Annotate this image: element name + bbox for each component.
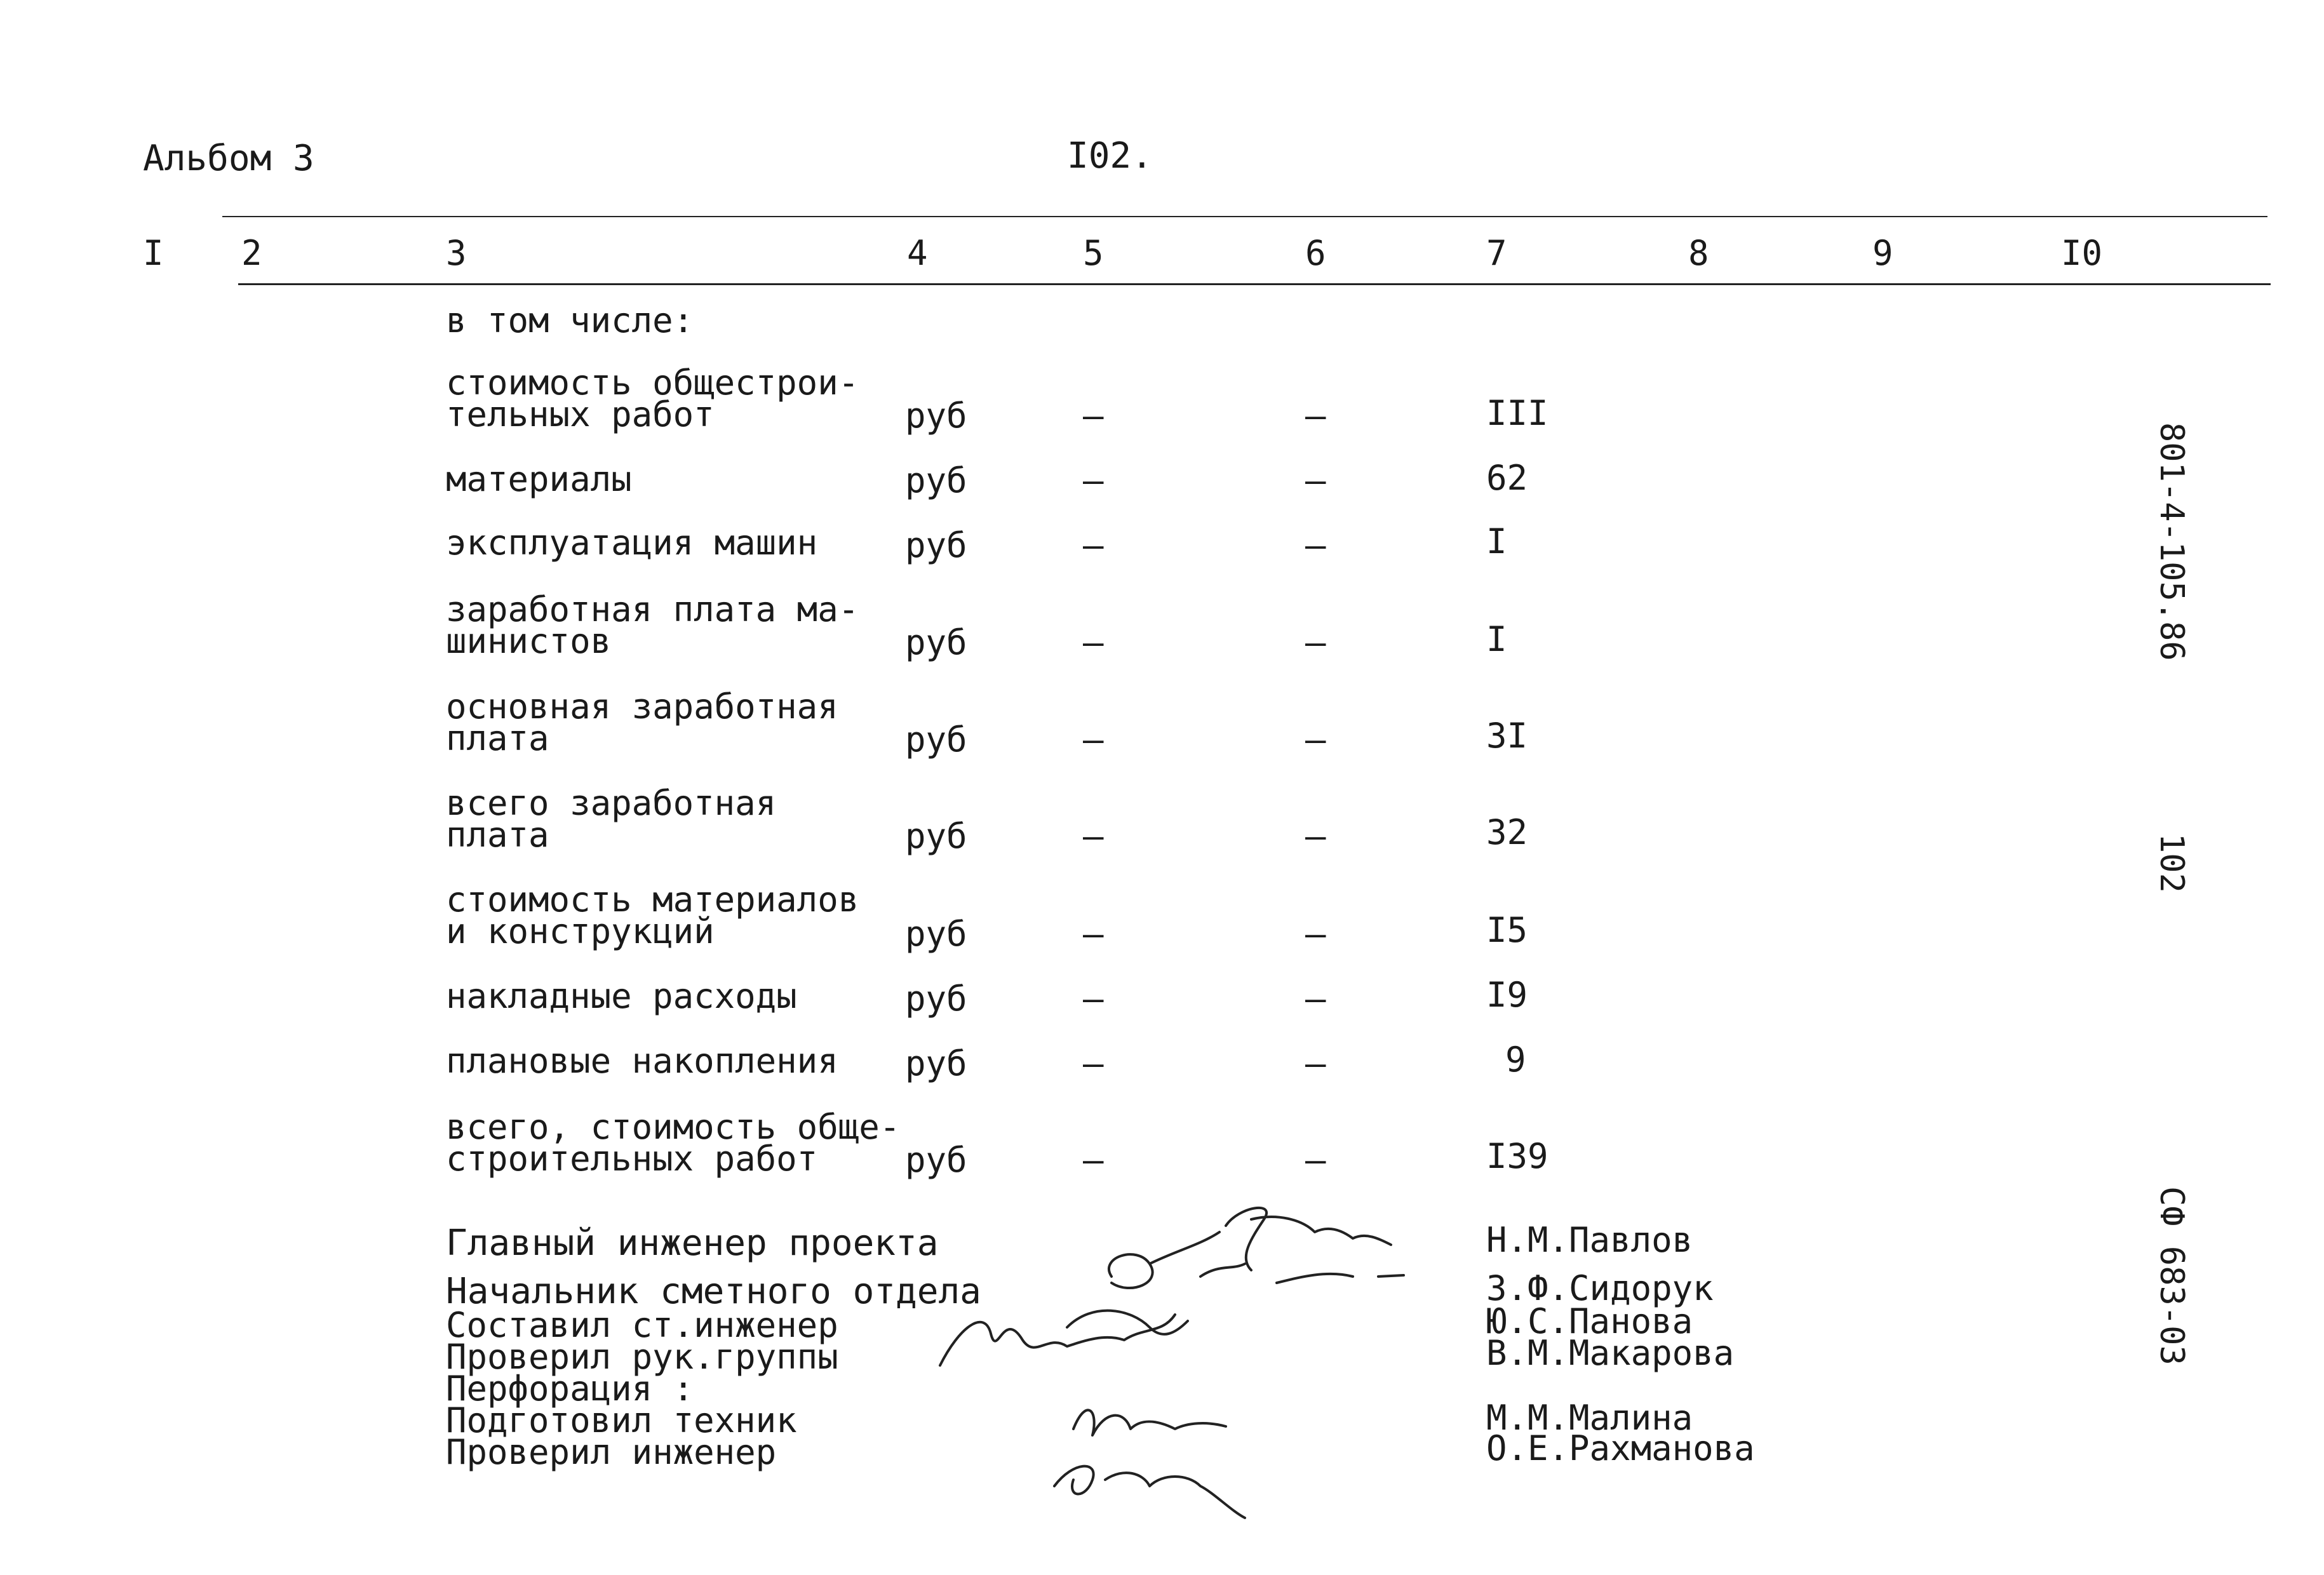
row-col6: – [1305, 816, 1326, 856]
row-col5: – [1083, 914, 1104, 954]
column-header-3: 3 [446, 233, 467, 273]
row-description: материалы [446, 459, 632, 499]
signature-role: Составил ст.инженер [446, 1305, 838, 1345]
album-label: Альбом 3 [143, 138, 314, 179]
page-number: I02. [1067, 135, 1153, 177]
row-col6: – [1305, 720, 1326, 760]
row-value: I5 [1486, 910, 1528, 950]
signature-name: З.Ф.Сидорук [1486, 1268, 1714, 1308]
row-value: I [1486, 521, 1507, 561]
row-unit: руб [905, 914, 967, 954]
signature-name: О.Е.Рахманова [1486, 1428, 1755, 1468]
row-description: основная заработная плата [446, 687, 838, 758]
header-rule-bottom [238, 283, 2271, 285]
signature-pavlov [1226, 1208, 1391, 1270]
signature-role: Проверил рук.группы [446, 1337, 838, 1377]
row-unit: руб [905, 1043, 967, 1083]
row-unit: руб [905, 1140, 967, 1180]
row-col5: – [1083, 622, 1104, 662]
row-unit: руб [905, 622, 967, 662]
signature-sidoruk [1109, 1232, 1404, 1288]
row-description: стоимость общестрои- тельных работ [446, 363, 859, 434]
row-value: 9 [1505, 1040, 1526, 1080]
signature-role: Главный инженер проекта [446, 1223, 939, 1264]
row-col5: – [1083, 1043, 1104, 1083]
row-description: накладные расходы [446, 976, 797, 1016]
row-value: I9 [1486, 975, 1528, 1015]
row-col6: – [1305, 1140, 1326, 1180]
column-header-2: 2 [241, 233, 262, 273]
row-col6: – [1305, 979, 1326, 1019]
section-label: в том числе: [446, 300, 694, 340]
row-unit: руб [905, 720, 967, 760]
column-header-1: I [143, 233, 164, 273]
row-value: III [1486, 393, 1548, 433]
signature-name: Н.М.Павлов [1486, 1220, 1693, 1260]
handwritten-signatures [921, 1181, 1442, 1537]
signature-malina [1073, 1410, 1226, 1435]
row-col5: – [1083, 525, 1104, 565]
column-header-10: I0 [2061, 233, 2103, 273]
margin-sheet-code: СФ 683-03 [2153, 1186, 2191, 1365]
row-value: 3I [1486, 716, 1528, 756]
signature-role: Проверил инженер [446, 1432, 777, 1472]
signature-panova [940, 1315, 1175, 1365]
row-col6: – [1305, 1043, 1326, 1083]
header-rule-top [222, 216, 2267, 217]
row-description: всего, стоимость обще- строительных работ [446, 1107, 901, 1179]
signature-name: В.М.Макарова [1486, 1333, 1735, 1373]
row-description: плановые накопления [446, 1041, 838, 1081]
row-unit: руб [905, 396, 967, 436]
column-header-6: 6 [1305, 233, 1326, 273]
column-header-4: 4 [907, 233, 928, 273]
margin-doc-code: 801-4-105.86 [2153, 422, 2191, 661]
row-col5: – [1083, 460, 1104, 500]
row-unit: руб [905, 979, 967, 1019]
row-unit: руб [905, 816, 967, 856]
row-col5: – [1083, 720, 1104, 760]
signature-rakhmanova [1054, 1466, 1245, 1518]
signature-name: М.М.Малина [1486, 1398, 1693, 1438]
row-col6: – [1305, 525, 1326, 565]
row-value: 32 [1486, 812, 1528, 852]
row-value: 62 [1486, 458, 1528, 498]
column-header-8: 8 [1688, 233, 1709, 273]
row-description: заработная плата ма- шинистов [446, 589, 859, 661]
column-header-7: 7 [1486, 233, 1507, 273]
row-col6: – [1305, 622, 1326, 662]
row-description: эксплуатация машин [446, 523, 818, 563]
row-description: стоимость материалов и конструкций [446, 880, 859, 951]
row-col5: – [1083, 1140, 1104, 1180]
column-header-5: 5 [1083, 233, 1104, 273]
signature-role: Перфорация : [446, 1369, 694, 1409]
row-col5: – [1083, 396, 1104, 436]
row-value: I39 [1486, 1136, 1548, 1176]
row-col6: – [1305, 914, 1326, 954]
column-header-9: 9 [1872, 233, 1893, 273]
row-col5: – [1083, 816, 1104, 856]
margin-page-number: 102 [2153, 833, 2191, 893]
row-description: всего заработная плата [446, 783, 777, 855]
row-col6: – [1305, 396, 1326, 436]
row-col5: – [1083, 979, 1104, 1019]
signature-role: Начальник сметного отдела [446, 1271, 981, 1312]
row-unit: руб [905, 525, 967, 565]
row-col6: – [1305, 460, 1326, 500]
row-unit: руб [905, 460, 967, 500]
signature-name: Ю.С.Панова [1486, 1301, 1693, 1341]
signature-role: Подготовил техник [446, 1400, 797, 1440]
row-value: I [1486, 619, 1507, 659]
